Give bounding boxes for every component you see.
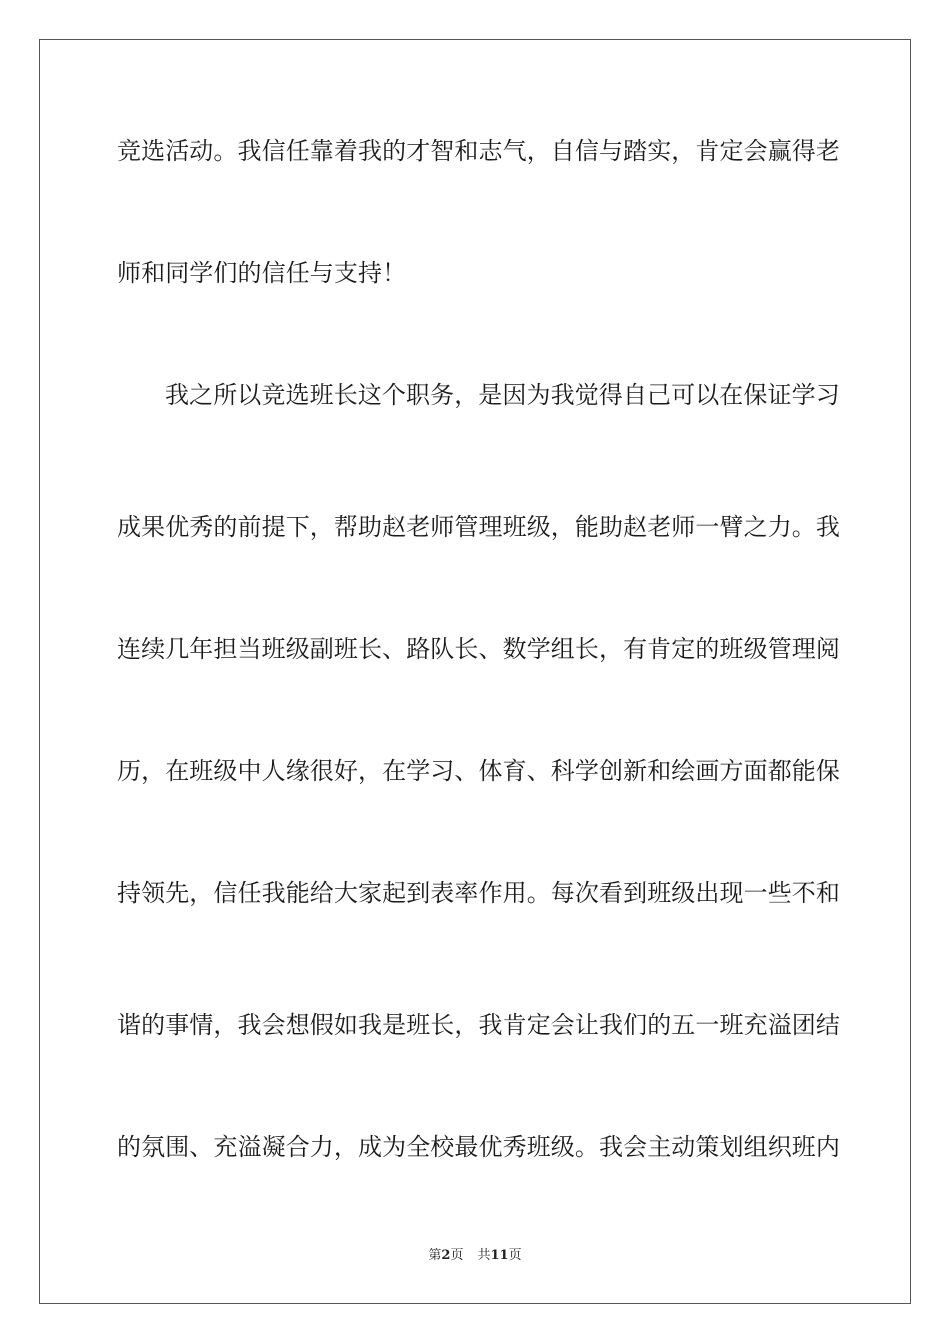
total-pages: 11	[490, 1248, 509, 1263]
total-prefix: 共	[477, 1248, 491, 1263]
paragraph-line: 的氛围、充溢凝合力，成为全校最优秀班级。我会主动策划组织班内	[117, 1133, 840, 1161]
page-number: 2	[441, 1248, 451, 1263]
total-suffix: 页	[508, 1248, 522, 1263]
paragraph-line: 谐的事情，我会想假如我是班长，我肯定会让我们的五一班充溢团结	[117, 1011, 840, 1039]
page-border	[39, 39, 911, 1304]
page-suffix: 页	[450, 1248, 464, 1263]
page-footer	[0, 1247, 950, 1265]
paragraph-line: 竞选活动。我信任靠着我的才智和志气，自信与踏实，肯定会赢得老	[117, 137, 840, 165]
paragraph-line-indented: 我之所以竞选班长这个职务，是因为我觉得自己可以在保证学习	[165, 381, 840, 409]
paragraph-line: 持领先，信任我能给大家起到表率作用。每次看到班级出现一些不和	[117, 879, 840, 907]
page-prefix: 第	[428, 1248, 442, 1263]
paragraph-line: 成果优秀的前提下，帮助赵老师管理班级，能助赵老师一臂之力。我	[117, 513, 840, 541]
paragraph-line: 历，在班级中人缘很好，在学习、体育、科学创新和绘画方面都能保	[117, 757, 840, 785]
paragraph-line: 师和同学们的信任与支持！	[117, 259, 407, 287]
paragraph-line: 连续几年担当班级副班长、路队长、数学组长，有肯定的班级管理阅	[117, 635, 840, 663]
